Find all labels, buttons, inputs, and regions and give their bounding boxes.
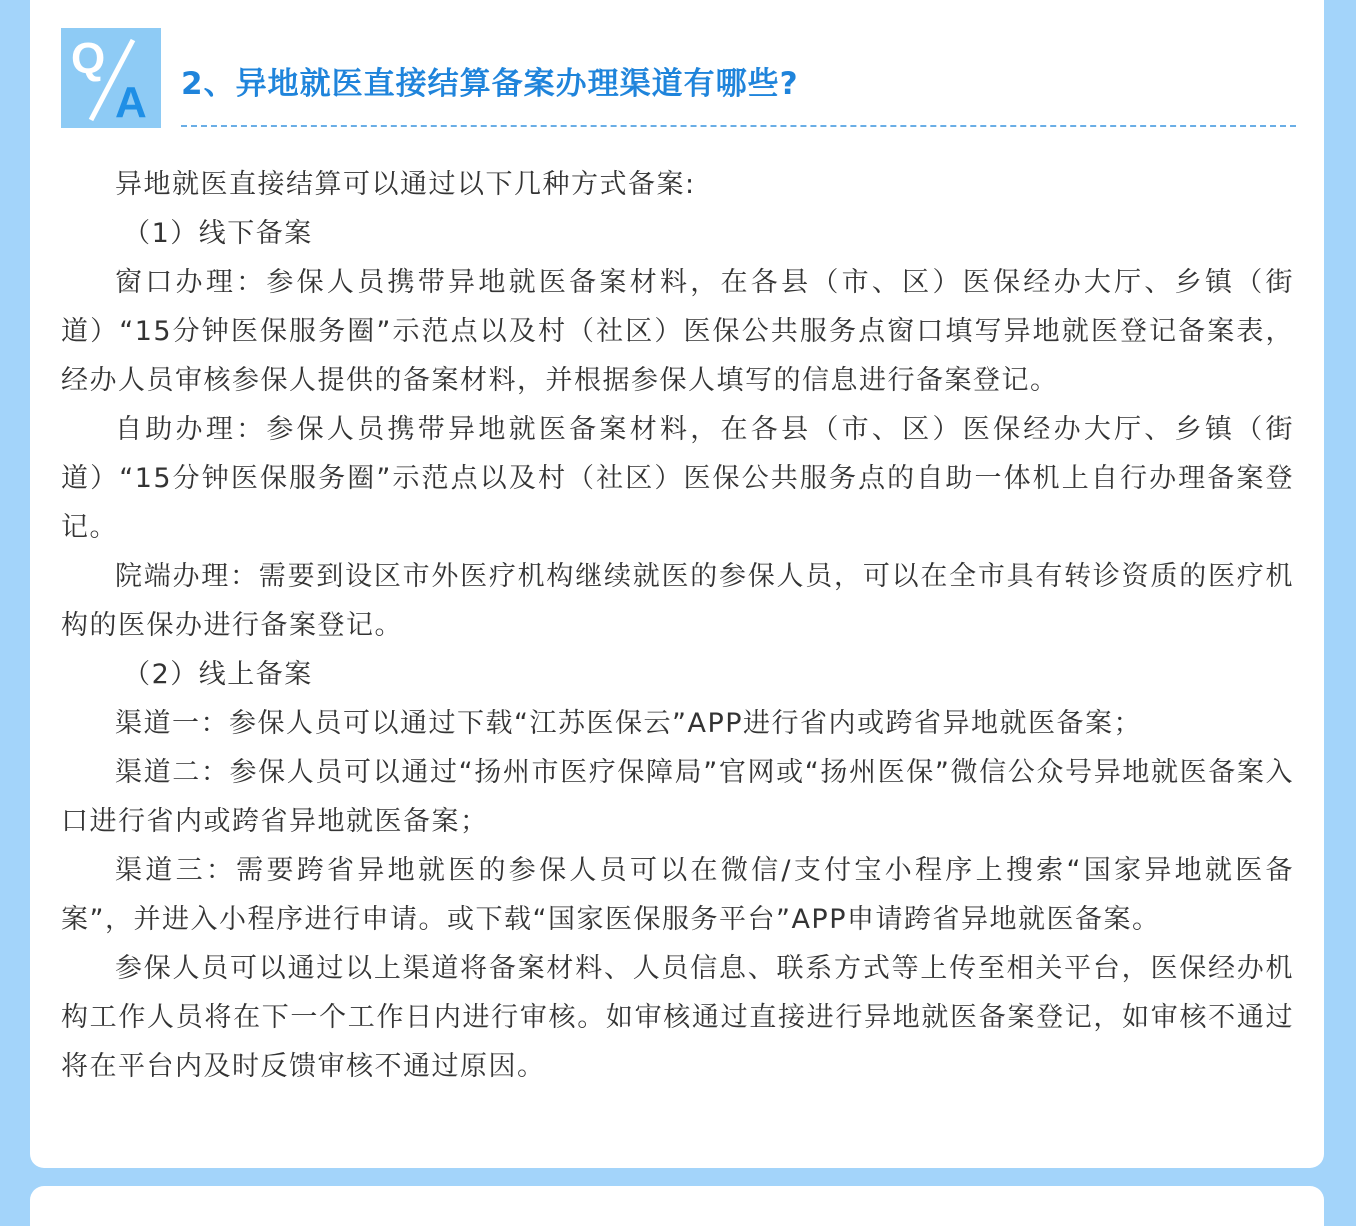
window-handling-paragraph: 窗口办理：参保人员携带异地就医备案材料，在各县（市、区）医保经办大厅、乡镇（街道）“15分钟医保服务圈”示范点以及村（社区）医保公共服务点窗口填写异地就医登记备案表，经办人员审核参保人提供的备案材料，并根据参保人填写的信息进行备案登记。	[61, 267, 1294, 396]
self-service-paragraph: 自助办理：参保人员携带异地就医备案材料，在各县（市、区）医保经办大厅、乡镇（街道）“15分钟医保服务圈”示范点以及村（社区）医保公共服务点的自助一体机上自行办理备案登记。	[61, 414, 1294, 543]
intro-paragraph: 异地就医直接结算可以通过以下几种方式备案:	[115, 169, 696, 200]
question-heading: 2、异地就医直接结算备案办理渠道有哪些?	[181, 66, 799, 102]
qa-letter-a: A	[115, 78, 147, 127]
qa-letter-q: Q	[71, 34, 106, 83]
channel-three-paragraph: 渠道三：需要跨省异地就医的参保人员可以在微信/支付宝小程序上搜索“国家异地就医备案”，并进入小程序进行申请。或下载“国家医保服务平台”APP申请跨省异地就医备案。	[61, 855, 1294, 935]
answer-body	[61, 160, 1294, 1091]
qa-badge-icon	[61, 28, 161, 128]
heading-divider	[181, 125, 1296, 127]
offline-section-title: （1）线下备案	[123, 218, 313, 249]
channel-two-paragraph: 渠道二：参保人员可以通过“扬州市医疗保障局”官网或“扬州医保”微信公众号异地就医备案入口进行省内或跨省异地就医备案；	[61, 757, 1294, 837]
hospital-handling-paragraph: 院端办理：需要到设区市外医疗机构继续就医的参保人员，可以在全市具有转诊资质的医疗机构的医保办进行备案登记。	[61, 561, 1294, 641]
channel-one-paragraph: 渠道一：参保人员可以通过下载“江苏医保云”APP进行省内或跨省异地就医备案；	[115, 708, 1143, 739]
review-paragraph: 参保人员可以通过以上渠道将备案材料、人员信息、联系方式等上传至相关平台，医保经办机构工作人员将在下一个工作日内进行审核。如审核通过直接进行异地就医备案登记，如审核不通过将在平台内及时反馈审核不通过原因。	[61, 953, 1294, 1082]
next-card-edge	[30, 1186, 1324, 1226]
online-section-title: （2）线上备案	[123, 659, 313, 690]
